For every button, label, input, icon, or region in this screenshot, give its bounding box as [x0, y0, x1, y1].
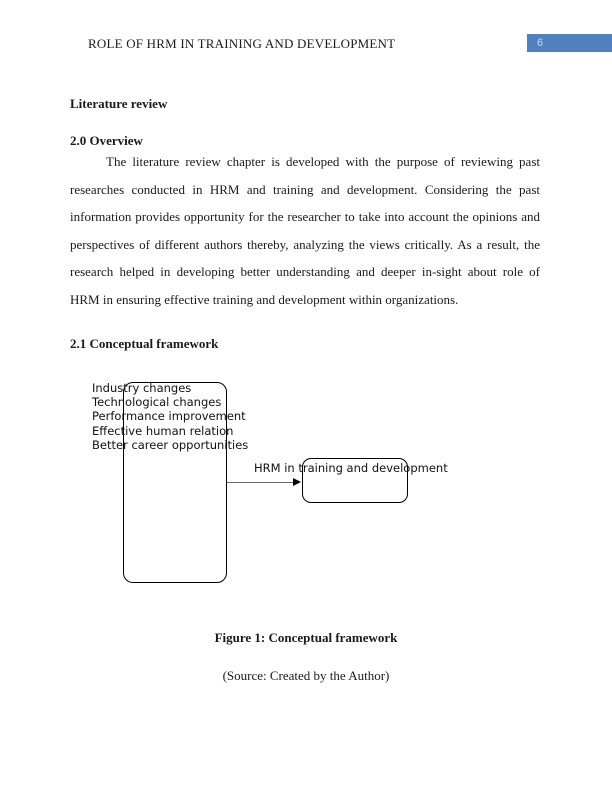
figure-source: (Source: Created by the Author) — [222, 668, 390, 683]
connector-line — [227, 482, 295, 483]
outcome-label: HRM in training and development — [254, 461, 448, 475]
factor-item: Effective human relation — [92, 423, 234, 438]
heading-conceptual-framework: 2.1 Conceptual framework — [70, 336, 219, 351]
factor-item: Performance improvement — [92, 409, 246, 424]
arrowhead-icon — [293, 478, 301, 486]
running-header-title: ROLE OF HRM IN TRAINING AND DEVELOPMENT — [88, 36, 396, 51]
heading-literature-review: Literature review — [70, 96, 168, 111]
factors-list — [92, 381, 248, 452]
factor-item: Technological changes — [92, 395, 222, 410]
conceptual-framework-diagram — [0, 370, 612, 600]
factor-item: Better career opportunities — [92, 437, 249, 452]
heading-overview: 2.0 Overview — [70, 133, 143, 148]
figure-caption: Figure 1: Conceptual framework — [214, 630, 398, 645]
overview-paragraph: The literature review chapter is developed with the purpose of reviewing past researches conducted in HRM and training and development. Considering the past information provides opportunity for the researcher to take into account the opinions and perspectives of different authors thereby, analyzing the views critically. As a result, the research helped in developing better understanding and deeper in-sight about role of HRM in ensuring effective training and development within organizations. — [70, 154, 540, 307]
factor-item: Industry changes — [92, 381, 192, 395]
page-number-badge: 6 — [527, 34, 612, 52]
